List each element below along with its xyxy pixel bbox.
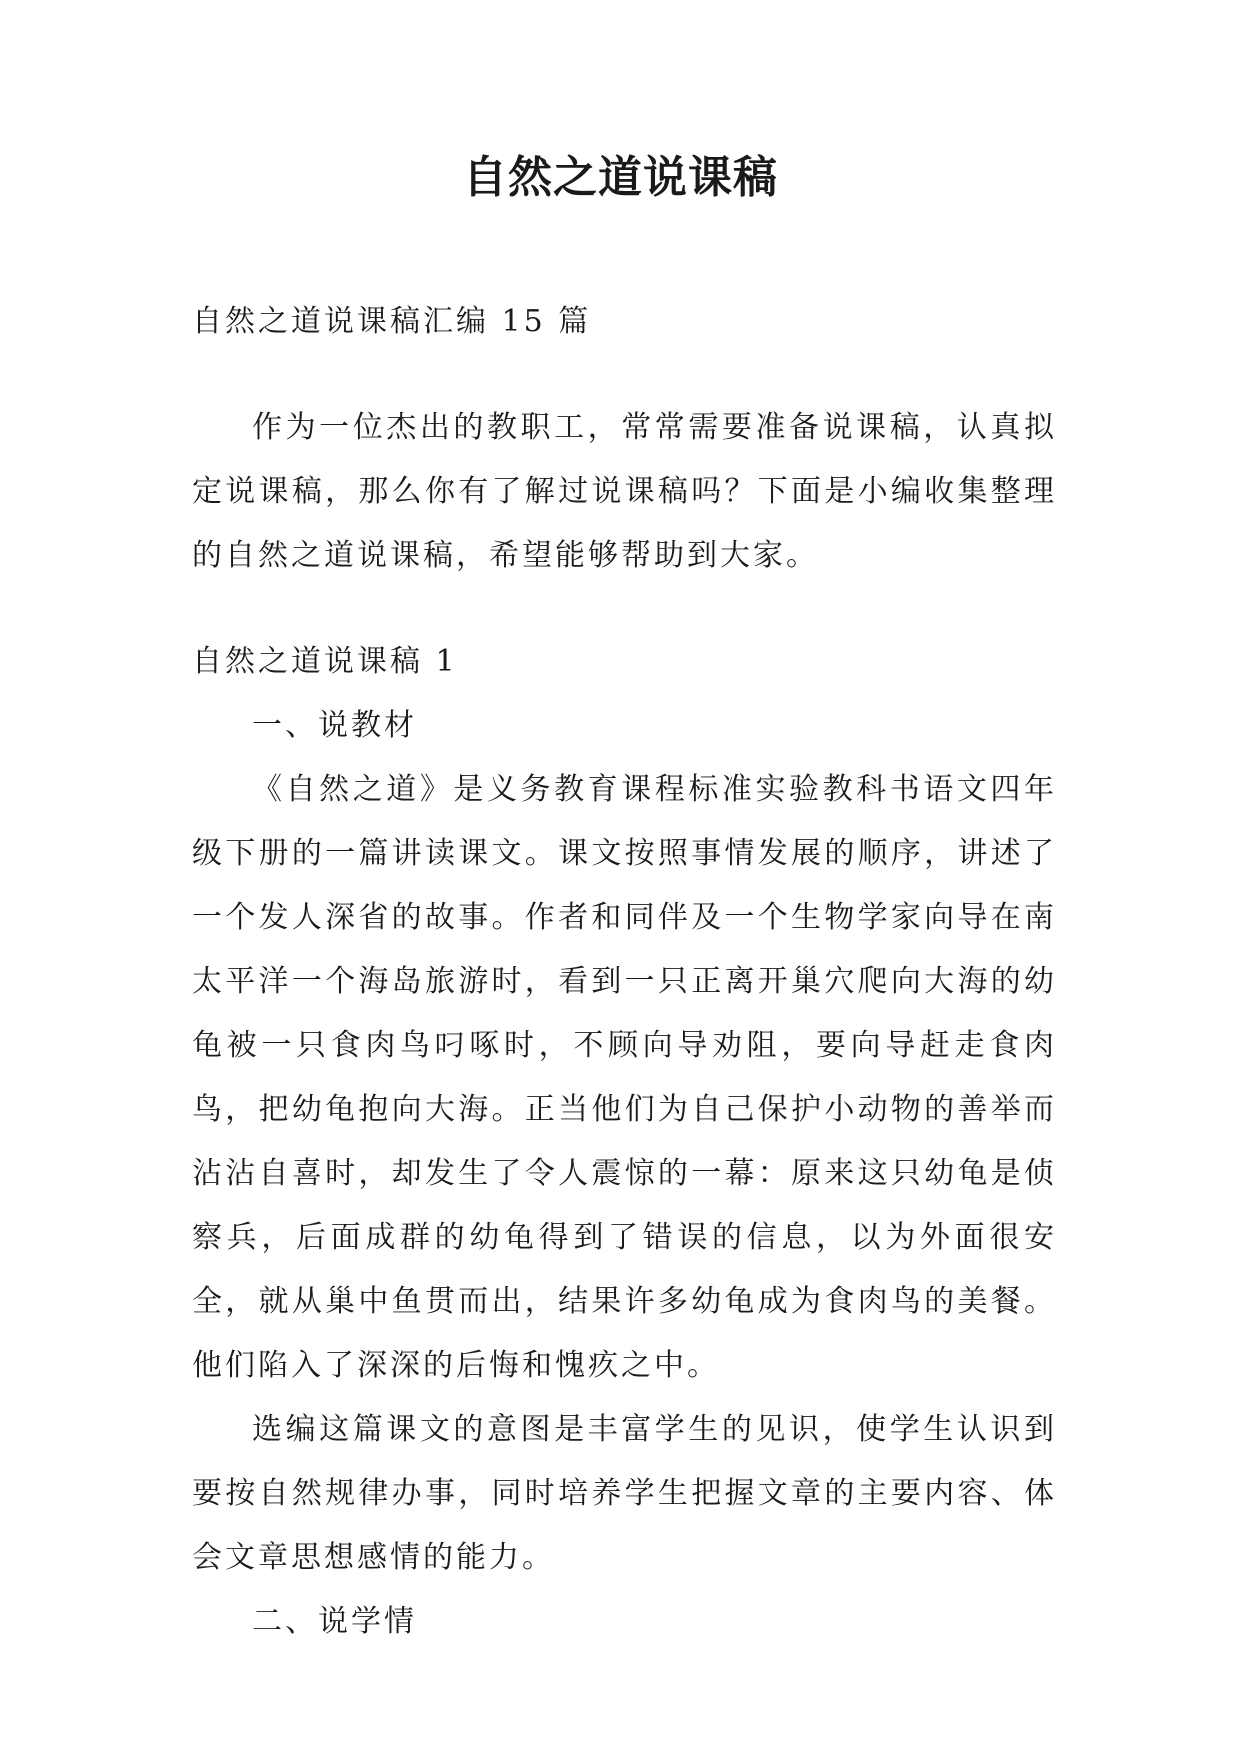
document-title: 自然之道说课稿: [463, 152, 778, 203]
body-paragraph-1: 《自然之道》是义务教育课程标准实验教科书语文四年级下册的一篇讲读课文。课文按照事情发展的顺序，讲述了一个发人深省的故事。作者和同伴及一个生物学家向导在南太平洋一个海岛旅游时，看到一只正离开巢穴爬向大海的幼龟被一只食肉鸟叼啄时，不顾向导劝阻，要向导赶走食肉鸟，把幼龟抱向大海。正当他们为自己保护小动物的善举而沾沾自喜时，却发生了令人震惊的一幕：原来这只幼龟是侦察兵，后面成群的幼龟得到了错误的信息，以为外面很安全，就从巢中鱼贯而出，结果许多幼龟成为食肉鸟的美餐。他们陷入了深深的后悔和愧疚之中。: [192, 772, 1057, 1383]
document-body: [192, 290, 1057, 1654]
heading-teaching-material: 一、说教材: [252, 708, 417, 743]
document-subtitle: 自然之道说课稿汇编 15 篇: [192, 304, 592, 339]
intro-paragraph: 作为一位杰出的教职工，常常需要准备说课稿，认真拟定说课稿，那么你有了解过说课稿吗？下面是小编收集整理的自然之道说课稿，希望能够帮助到大家。: [192, 410, 1057, 573]
section-title: 自然之道说课稿 1: [192, 644, 458, 679]
body-paragraph-2: 选编这篇课文的意图是丰富学生的见识，使学生认识到要按自然规律办事，同时培养学生把握文章的主要内容、体会文章思想感情的能力。: [192, 1412, 1057, 1575]
heading-student-situation: 二、说学情: [252, 1604, 417, 1639]
